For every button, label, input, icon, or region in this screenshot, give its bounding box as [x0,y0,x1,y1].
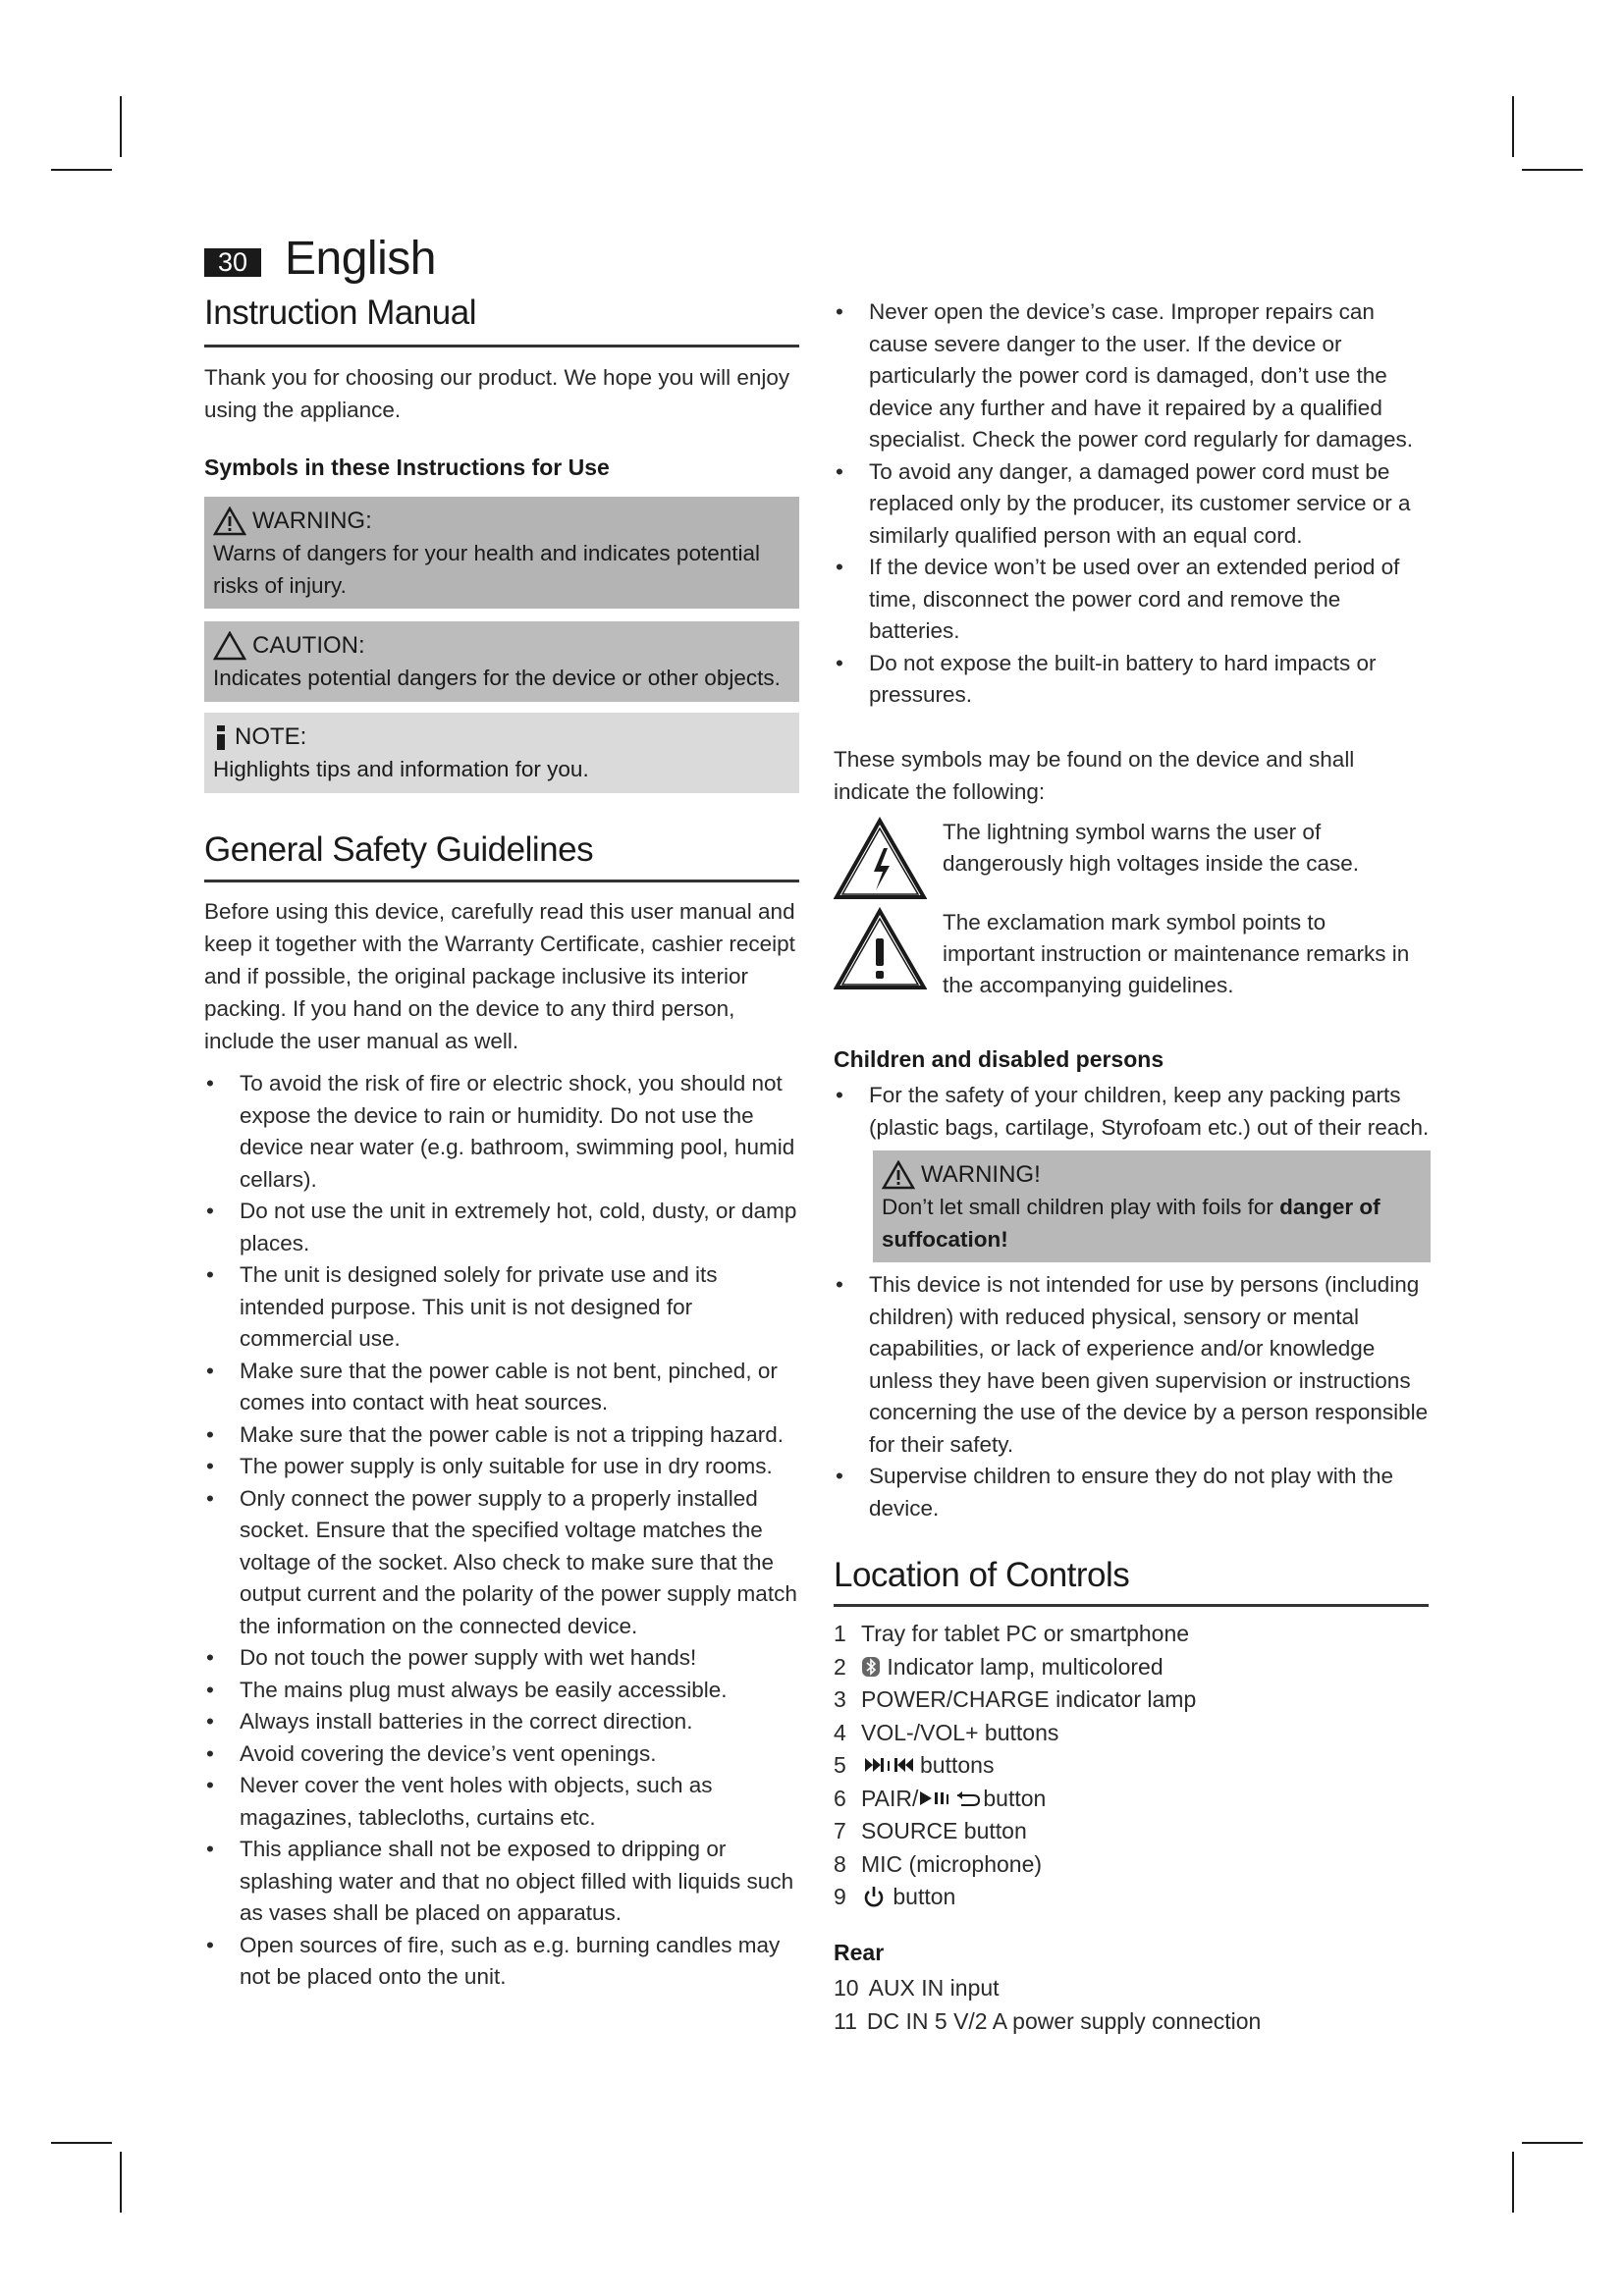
warning-triangle-icon [882,1160,915,1190]
children-warning-bold: danger of suffocation! [882,1195,1380,1252]
list-item: 1 Tray for tablet PC or smartphone [834,1621,1190,1646]
crop-mark [120,96,122,157]
divider [204,880,799,882]
bullet-icon: • [836,650,843,675]
list-item: • Never cover the vent holes with objects, such as magazines, tablecloths, curtains etc. [204,1770,799,1834]
bullet-icon: • [206,1454,214,1478]
list-item: • Do not touch the power supply with wet hands! [204,1642,799,1675]
play-pause-return-icon [918,1789,983,1808]
list-item: • The mains plug must always be easily accessible. [204,1675,799,1707]
lightning-text: The lightning symbol warns the user of dangerously high voltages inside the case. [943,820,1360,876]
note-box [204,713,799,793]
skip-next-prev-icon [861,1755,920,1775]
lightning-warning-icon [834,817,927,901]
children-warning-label: WARNING! [921,1161,1041,1188]
bullet-icon: • [836,458,843,484]
list-item: • Never open the device’s case. Improper repairs can cause severe danger to the user. If the device or particularly the power cord is damaged, don’t use the device any further and have it repaired by a qualified specialist. Check the power cord regularly for damages. [834,296,1431,456]
manual-title: Instruction Manual [204,294,476,332]
page-number: 30 [204,248,261,277]
warning-box [204,497,799,609]
lightning-symbol-row [834,817,1431,901]
children-warning-body [882,1191,1422,1255]
crop-mark [1522,169,1583,171]
bullet-icon: • [206,1740,214,1766]
rear-heading: Rear [834,1940,885,1965]
bullet-icon: • [206,1485,214,1511]
exclamation-symbol-row [834,907,1431,1001]
intro-text: Thank you for choosing our product. We hope you will enjoy using the appliance. [204,365,790,422]
crop-mark [1512,96,1514,157]
caution-triangle-icon [213,631,246,661]
list-item: 8 MIC (microphone) [834,1850,1043,1877]
bullet-icon: • [206,1358,214,1383]
list-item: 9 button [834,1884,956,1909]
caution-box [204,621,799,702]
bullet-icon: • [206,1262,214,1287]
list-item: 7 SOURCE button [834,1818,1027,1843]
warning-text: Warns of dangers for your health and indicates potential risks of injury. [213,541,760,598]
rear-list [834,1972,1431,2038]
list-item: • Always install batteries in the correct direction. [204,1706,799,1738]
device-symbols-intro: These symbols may be found on the device and shall indicate the following: [834,747,1355,804]
list-item: • Supervise children to ensure they do not play with the device. [834,1461,1431,1524]
exclamation-text: The exclamation mark symbol points to important instruction or maintenance remarks in the accompanying guidelines. [943,910,1410,997]
note-label: NOTE: [235,723,307,750]
list-item: • Make sure that the power cable is not a tripping hazard. [204,1419,799,1452]
list-item: • Do not use the unit in extremely hot, cold, dusty, or damp places. [204,1196,799,1259]
crop-mark [1512,2152,1514,2213]
children-list-more [834,1269,1431,1524]
list-item: • Open sources of fire, such as e.g. burning candles may not be placed onto the unit. [204,1930,799,1994]
children-list [834,1080,1431,1144]
bullet-icon: • [206,1071,214,1095]
bluetooth-icon [861,1656,881,1678]
bullet-icon: • [206,1677,214,1702]
warning-triangle-icon [213,507,246,536]
children-warning-box [873,1150,1431,1262]
list-item: • For the safety of your children, keep any packing parts (plastic bags, cartilage, Styrofoam etc.) out of their reach. [834,1080,1431,1144]
bullet-icon: • [206,1421,214,1447]
bullet-icon: • [836,299,843,324]
language-title: English [285,233,436,285]
bullet-icon: • [206,1645,214,1670]
safety-title: General Safety Guidelines [204,830,594,869]
list-item: • This device is not intended for use by persons (including children) with reduced physical, sensory or mental capabilities, or lack of experience and/or knowledge unless they have been given supervision or instructions concerning the use of the device by a person responsible for their safety. [834,1269,1431,1461]
safety-list-left [204,1068,799,1994]
list-item: • To avoid the risk of fire or electric shock, you should not expose the device to rain or humidity. Do not use the device near water (e.g. bathroom, swimming pool, humid cellars). [204,1068,799,1196]
bullet-icon: • [206,1773,214,1797]
safety-list-right [834,296,1431,712]
children-warning-text: Don’t let small children play with foils for [882,1195,1280,1219]
note-text: Highlights tips and information for you. [213,757,589,781]
list-item: • Only connect the power supply to a properly installed socket. Ensure that the specified voltage matches the voltage of the socket. Also check to make sure that the output current and the polarity of the power supply match the information on the connected device. [204,1483,799,1643]
bullet-icon: • [836,1083,843,1107]
list-item: 3 POWER/CHARGE indicator lamp [834,1686,1197,1712]
crop-mark [1522,2142,1583,2144]
bullet-icon: • [206,1932,214,1957]
crop-mark [51,2142,112,2144]
list-item: 6 PAIR/ button [834,1785,1047,1811]
bullet-icon: • [836,1464,843,1488]
list-item: 11 DC IN 5 V/2 A power supply connection [834,2007,1262,2034]
exclamation-warning-icon [834,907,927,991]
list-item: • To avoid any danger, a damaged power cord must be replaced only by the producer, its customer service or a similarly qualified person with an equal cord. [834,456,1431,553]
list-item: • This appliance shall not be exposed to dripping or splashing water and that no object filled with liquids such as vases shall be placed on apparatus. [204,1834,799,1930]
list-item: 4 VOL-/VOL+ buttons [834,1719,1059,1745]
divider [834,1604,1429,1607]
safety-intro: Before using this device, carefully read this user manual and keep it together with the Warranty Certificate, cashier receipt and if possible, the original package inclusive its interior packing. If you hand on the device to any third person, include the user manual as well. [204,899,795,1053]
list-item: 10 AUX IN input [834,1975,1000,2001]
info-icon [213,722,229,752]
controls-title: Location of Controls [834,1556,1130,1594]
divider [204,345,799,347]
list-item: 5 buttons [834,1752,995,1778]
bullet-icon: • [206,1837,214,1861]
bullet-icon: • [206,1709,214,1734]
crop-mark [120,2152,122,2213]
bullet-icon: • [836,555,843,579]
list-item: 2 Indicator lamp, multicolored [834,1653,1164,1680]
power-icon [861,1886,887,1907]
list-item: • Make sure that the power cable is not bent, pinched, or comes into contact with heat sources. [204,1356,799,1419]
list-item: • The power supply is only suitable for use in dry rooms. [204,1451,799,1483]
list-item: • Avoid covering the device’s vent openings. [204,1738,799,1771]
bullet-icon: • [836,1272,843,1297]
bullet-icon: • [206,1199,214,1223]
children-heading: Children and disabled persons [834,1046,1164,1072]
warning-label: WARNING: [252,507,372,534]
list-item: • Do not expose the built-in battery to hard impacts or pressures. [834,648,1431,712]
list-item: • The unit is designed solely for private use and its intended purpose. This unit is not designed for commercial use. [204,1259,799,1356]
caution-text: Indicates potential dangers for the device or other objects. [213,666,781,690]
caution-label: CAUTION: [252,632,365,659]
symbols-heading: Symbols in these Instructions for Use [204,454,610,480]
crop-mark [51,169,112,171]
controls-list [834,1618,1431,1914]
list-item: • If the device won’t be used over an extended period of time, disconnect the power cord and remove the batteries. [834,552,1431,648]
